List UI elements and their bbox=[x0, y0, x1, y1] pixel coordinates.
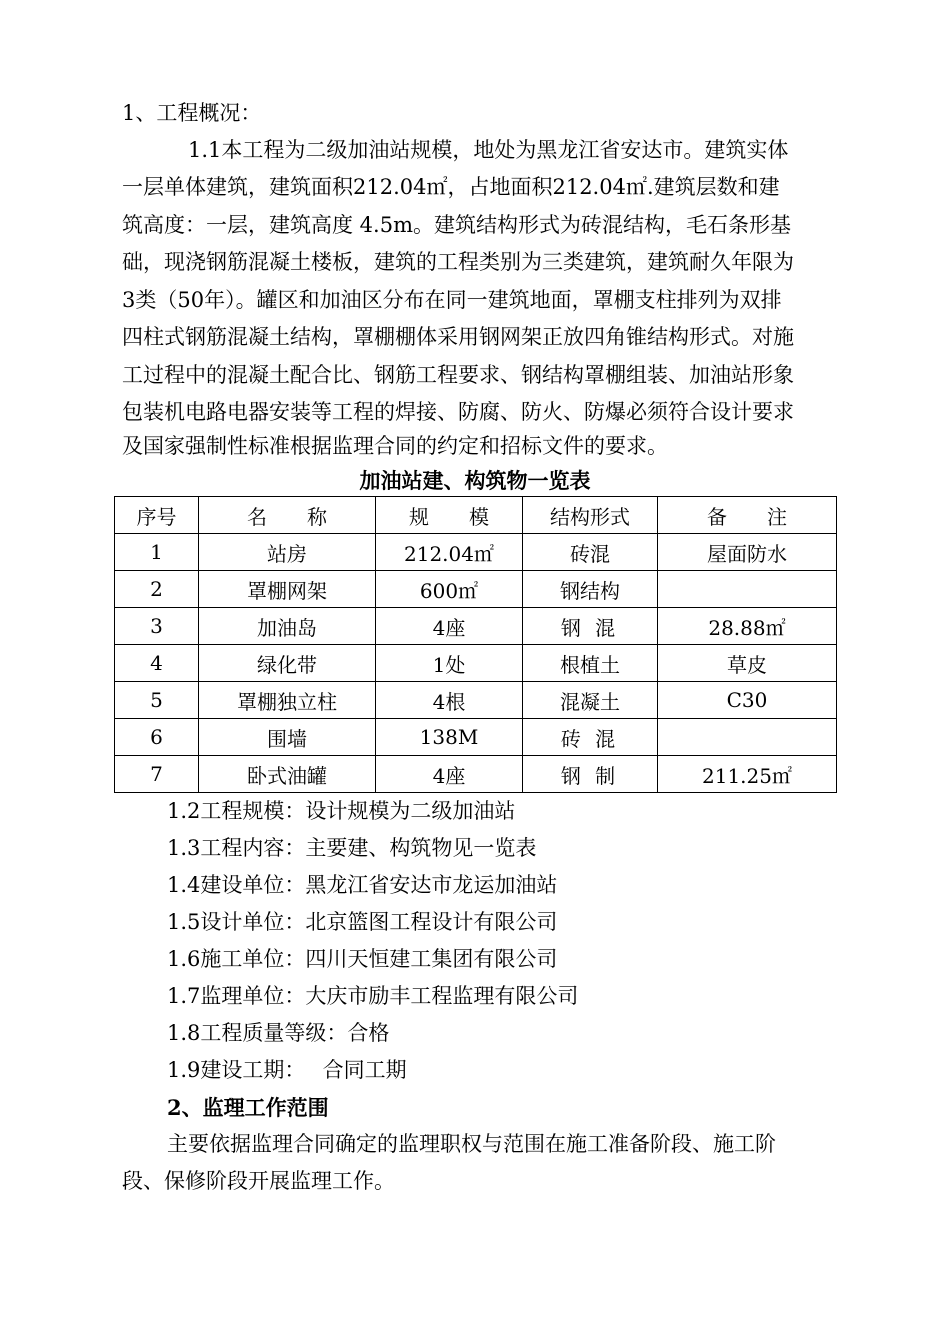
paragraph-line: 段、保修阶段开展监理工作。 bbox=[122, 1169, 395, 1193]
item-line: 1.9建设工期： 合同工期 bbox=[167, 1058, 407, 1082]
paragraph-line: 包装机电路电器安装等工程的焊接、防腐、防火、防爆必须符合设计要求 bbox=[122, 400, 794, 424]
table-cell: 28.88㎡ bbox=[658, 608, 837, 645]
table-cell: 站房 bbox=[199, 534, 376, 571]
table-cell: 4 bbox=[115, 645, 199, 682]
item-line: 1.2工程规模：设计规模为二级加油站 bbox=[167, 799, 516, 823]
table-cell: 1处 bbox=[376, 645, 523, 682]
paragraph-line: 3类（50年）。罐区和加油区分布在同一建筑地面，罩棚支柱排列为双排 bbox=[122, 288, 782, 312]
table-cell: 钢 混 bbox=[523, 608, 658, 645]
table-cell: 4座 bbox=[376, 608, 523, 645]
section-2-heading: 2、监理工作范围 bbox=[167, 1095, 329, 1120]
table-cell: 罩棚网架 bbox=[199, 571, 376, 608]
paragraph-line: 四柱式钢筋混凝土结构，罩棚棚体采用钢网架正放四角锥结构形式。对施 bbox=[122, 325, 794, 349]
paragraph-line: 一层单体建筑，建筑面积212.04㎡，占地面积212.04㎡.建筑层数和建 bbox=[122, 175, 780, 199]
table-cell: 草皮 bbox=[658, 645, 837, 682]
table-cell: 混凝土 bbox=[523, 682, 658, 719]
item-line: 1.4建设单位：黑龙江省安达市龙运加油站 bbox=[167, 873, 558, 897]
table-cell: 根植土 bbox=[523, 645, 658, 682]
header-cell: 规 模 bbox=[376, 497, 523, 534]
item-line: 1.6施工单位：四川天恒建工集团有限公司 bbox=[167, 947, 558, 971]
table-cell: 6 bbox=[115, 719, 199, 756]
table-cell: 砖 混 bbox=[523, 719, 658, 756]
table-row bbox=[115, 682, 837, 719]
table-header-row bbox=[115, 497, 837, 534]
table-row bbox=[115, 534, 837, 571]
paragraph-line: 工过程中的混凝土配合比、钢筋工程要求、钢结构罩棚组装、加油站形象 bbox=[122, 363, 794, 387]
table-row bbox=[115, 756, 837, 793]
header-cell: 备 注 bbox=[658, 497, 837, 534]
table-cell bbox=[658, 571, 837, 608]
table-cell: 钢结构 bbox=[523, 571, 658, 608]
header-cell: 结构形式 bbox=[523, 497, 658, 534]
table-cell: 4座 bbox=[376, 756, 523, 793]
header-cell: 名 称 bbox=[199, 497, 376, 534]
table-cell: 4根 bbox=[376, 682, 523, 719]
table-row bbox=[115, 571, 837, 608]
paragraph-line: 筑高度：一层，建筑高度 4.5m。建筑结构形式为砖混结构，毛石条形基 bbox=[122, 213, 791, 237]
table-cell: 211.25㎡ bbox=[658, 756, 837, 793]
table-row bbox=[115, 645, 837, 682]
table-cell: 138M bbox=[376, 719, 523, 756]
paragraph-line: 础，现浇钢筋混凝土楼板，建筑的工程类别为三类建筑，建筑耐久年限为 bbox=[122, 250, 794, 274]
table-cell: 1 bbox=[115, 534, 199, 571]
header-cell: 序号 bbox=[115, 497, 199, 534]
table-cell bbox=[658, 719, 837, 756]
section-1-heading: 1、工程概况： bbox=[122, 101, 262, 125]
paragraph-line: 及国家强制性标准根据监理合同的约定和招标文件的要求。 bbox=[122, 434, 668, 458]
item-line: 1.3工程内容：主要建、构筑物见一览表 bbox=[167, 836, 537, 860]
table-cell: 加油岛 bbox=[199, 608, 376, 645]
table-cell: 屋面防水 bbox=[658, 534, 837, 571]
table-cell: 卧式油罐 bbox=[199, 756, 376, 793]
item-line: 1.8工程质量等级：合格 bbox=[167, 1021, 390, 1045]
table-cell: 3 bbox=[115, 608, 199, 645]
table-cell: 罩棚独立柱 bbox=[199, 682, 376, 719]
table-cell: 绿化带 bbox=[199, 645, 376, 682]
table-cell: 围墙 bbox=[199, 719, 376, 756]
structures-table bbox=[114, 496, 837, 793]
table-cell: C30 bbox=[658, 682, 837, 719]
table-cell: 2 bbox=[115, 571, 199, 608]
table-title: 加油站建、构筑物一览表 bbox=[359, 468, 591, 493]
table-row bbox=[115, 719, 837, 756]
table-cell: 砖混 bbox=[523, 534, 658, 571]
item-line: 1.7监理单位：大庆市励丰工程监理有限公司 bbox=[167, 984, 579, 1008]
paragraph-line: 1.1本工程为二级加油站规模，地处为黑龙江省安达市。建筑实体 bbox=[188, 138, 789, 162]
paragraph-line: 主要依据监理合同确定的监理职权与范围在施工准备阶段、施工阶 bbox=[167, 1132, 776, 1156]
table-cell: 7 bbox=[115, 756, 199, 793]
table-cell: 212.04㎡ bbox=[376, 534, 523, 571]
table-cell: 600㎡ bbox=[376, 571, 523, 608]
item-line: 1.5设计单位：北京篮图工程设计有限公司 bbox=[167, 910, 558, 934]
table-cell: 5 bbox=[115, 682, 199, 719]
table-row bbox=[115, 608, 837, 645]
table-cell: 钢 制 bbox=[523, 756, 658, 793]
